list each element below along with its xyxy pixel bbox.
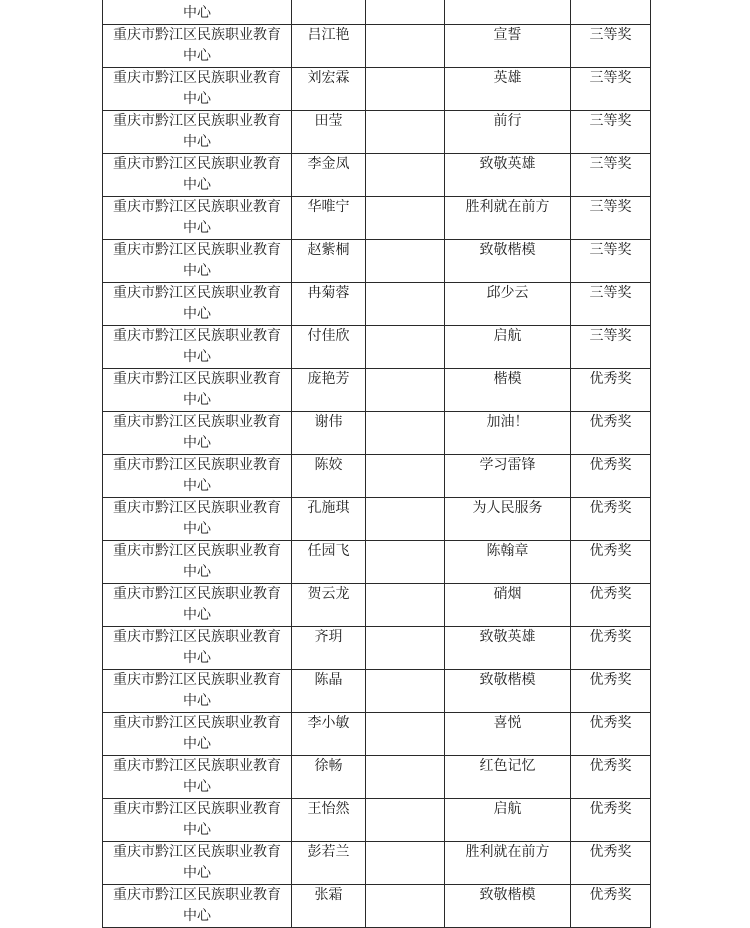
blank-cell — [366, 68, 445, 111]
school-cell: 重庆市黔江区民族职业教育中心 — [103, 713, 292, 756]
blank-cell — [366, 25, 445, 68]
name-cell: 张霜 — [292, 885, 366, 928]
table-row — [103, 197, 651, 240]
blank-cell — [366, 713, 445, 756]
name-cell: 刘宏霖 — [292, 68, 366, 111]
award-list-body — [103, 0, 651, 928]
name-cell: 陈姣 — [292, 455, 366, 498]
award-cell: 优秀奖 — [571, 842, 651, 885]
award-cell: 优秀奖 — [571, 369, 651, 412]
award-list-table — [102, 0, 651, 928]
name-cell: 任园飞 — [292, 541, 366, 584]
table-row — [103, 240, 651, 283]
blank-cell — [366, 584, 445, 627]
title-cell: 喜悦 — [445, 713, 571, 756]
blank-cell — [366, 498, 445, 541]
school-cell: 重庆市黔江区民族职业教育中心 — [103, 627, 292, 670]
school-cell: 重庆市黔江区民族职业教育中心 — [103, 326, 292, 369]
table-row — [103, 412, 651, 455]
school-cell: 重庆市黔江区民族职业教育中心 — [103, 412, 292, 455]
award-cell: 优秀奖 — [571, 498, 651, 541]
table-row — [103, 584, 651, 627]
title-cell: 英雄 — [445, 68, 571, 111]
blank-cell — [366, 412, 445, 455]
table-row — [103, 326, 651, 369]
name-cell: 谢伟 — [292, 412, 366, 455]
award-cell: 三等奖 — [571, 111, 651, 154]
title-cell: 胜利就在前方 — [445, 197, 571, 240]
title-cell: 致敬楷模 — [445, 670, 571, 713]
blank-cell — [366, 326, 445, 369]
blank-cell — [366, 111, 445, 154]
name-cell: 齐玥 — [292, 627, 366, 670]
school-cell: 重庆市黔江区民族职业教育中心 — [103, 154, 292, 197]
name-cell: 赵紫桐 — [292, 240, 366, 283]
name-cell: 庞艳芳 — [292, 369, 366, 412]
title-cell: 启航 — [445, 326, 571, 369]
school-cell: 重庆市黔江区民族职业教育中心 — [103, 369, 292, 412]
blank-cell — [366, 627, 445, 670]
table-row — [103, 455, 651, 498]
title-cell: 红色记忆 — [445, 756, 571, 799]
name-cell: 陈晶 — [292, 670, 366, 713]
award-cell: 优秀奖 — [571, 799, 651, 842]
title-cell: 邱少云 — [445, 283, 571, 326]
school-cell: 重庆市黔江区民族职业教育中心 — [103, 68, 292, 111]
blank-cell — [366, 842, 445, 885]
table-row — [103, 541, 651, 584]
award-cell: 优秀奖 — [571, 541, 651, 584]
name-cell: 田莹 — [292, 111, 366, 154]
name-cell: 付佳欣 — [292, 326, 366, 369]
school-cell: 重庆市黔江区民族职业教育中心 — [103, 541, 292, 584]
name-cell: 王怡然 — [292, 799, 366, 842]
school-cell: 重庆市黔江区民族职业教育中心 — [103, 670, 292, 713]
table-row — [103, 283, 651, 326]
school-cell: 重庆市黔江区民族职业教育中心 — [103, 455, 292, 498]
title-cell: 加油！ — [445, 412, 571, 455]
table-row — [103, 0, 651, 25]
school-cell: 重庆市黔江区民族职业教育中心 — [103, 584, 292, 627]
title-cell: 致敬楷模 — [445, 885, 571, 928]
award-cell: 优秀奖 — [571, 455, 651, 498]
blank-cell — [366, 283, 445, 326]
blank-cell — [366, 756, 445, 799]
blank-cell — [366, 0, 445, 25]
name-cell: 冉菊蓉 — [292, 283, 366, 326]
school-cell: 重庆市黔江区民族职业教育中心 — [103, 842, 292, 885]
title-cell — [445, 0, 571, 25]
name-cell: 孔施琪 — [292, 498, 366, 541]
blank-cell — [366, 541, 445, 584]
name-cell: 吕江艳 — [292, 25, 366, 68]
title-cell: 致敬英雄 — [445, 154, 571, 197]
award-cell: 三等奖 — [571, 326, 651, 369]
table-row — [103, 670, 651, 713]
name-cell: 李金凤 — [292, 154, 366, 197]
title-cell: 硝烟 — [445, 584, 571, 627]
blank-cell — [366, 670, 445, 713]
table-row — [103, 498, 651, 541]
table-row — [103, 25, 651, 68]
blank-cell — [366, 799, 445, 842]
award-cell: 优秀奖 — [571, 713, 651, 756]
school-cell: 重庆市黔江区民族职业教育中心 — [103, 197, 292, 240]
title-cell: 致敬英雄 — [445, 627, 571, 670]
table-row — [103, 799, 651, 842]
award-cell: 优秀奖 — [571, 670, 651, 713]
name-cell: 彭若兰 — [292, 842, 366, 885]
table-row — [103, 713, 651, 756]
title-cell: 陈翰章 — [445, 541, 571, 584]
title-cell: 致敬楷模 — [445, 240, 571, 283]
award-cell: 优秀奖 — [571, 584, 651, 627]
table-row — [103, 756, 651, 799]
table-row — [103, 885, 651, 928]
award-cell: 三等奖 — [571, 240, 651, 283]
award-cell: 三等奖 — [571, 25, 651, 68]
name-cell: 徐畅 — [292, 756, 366, 799]
award-cell: 优秀奖 — [571, 627, 651, 670]
blank-cell — [366, 455, 445, 498]
blank-cell — [366, 885, 445, 928]
school-cell: 重庆市黔江区民族职业教育中心 — [103, 498, 292, 541]
table-row — [103, 68, 651, 111]
award-cell — [571, 0, 651, 25]
award-cell: 优秀奖 — [571, 756, 651, 799]
blank-cell — [366, 197, 445, 240]
table-row — [103, 842, 651, 885]
title-cell: 为人民服务 — [445, 498, 571, 541]
title-cell: 启航 — [445, 799, 571, 842]
title-cell: 学习雷锋 — [445, 455, 571, 498]
award-cell: 三等奖 — [571, 68, 651, 111]
name-cell — [292, 0, 366, 25]
school-cell: 重庆市黔江区民族职业教育中心 — [103, 799, 292, 842]
award-cell: 三等奖 — [571, 154, 651, 197]
award-cell: 优秀奖 — [571, 885, 651, 928]
table-row — [103, 627, 651, 670]
table-row — [103, 369, 651, 412]
school-cell: 重庆市黔江区民族职业教育中心 — [103, 885, 292, 928]
award-cell: 三等奖 — [571, 283, 651, 326]
table-row — [103, 154, 651, 197]
school-cell: 重庆市黔江区民族职业教育中心 — [103, 283, 292, 326]
school-cell: 中心 — [103, 0, 292, 25]
blank-cell — [366, 240, 445, 283]
name-cell: 贺云龙 — [292, 584, 366, 627]
title-cell: 宣誓 — [445, 25, 571, 68]
award-cell: 优秀奖 — [571, 412, 651, 455]
award-cell: 三等奖 — [571, 197, 651, 240]
title-cell: 胜利就在前方 — [445, 842, 571, 885]
title-cell: 前行 — [445, 111, 571, 154]
school-cell: 重庆市黔江区民族职业教育中心 — [103, 240, 292, 283]
name-cell: 李小敏 — [292, 713, 366, 756]
blank-cell — [366, 369, 445, 412]
school-cell: 重庆市黔江区民族职业教育中心 — [103, 111, 292, 154]
title-cell: 楷模 — [445, 369, 571, 412]
school-cell: 重庆市黔江区民族职业教育中心 — [103, 756, 292, 799]
name-cell: 华唯宁 — [292, 197, 366, 240]
award-list-table-container — [102, 0, 651, 928]
table-row — [103, 111, 651, 154]
school-cell: 重庆市黔江区民族职业教育中心 — [103, 25, 292, 68]
blank-cell — [366, 154, 445, 197]
